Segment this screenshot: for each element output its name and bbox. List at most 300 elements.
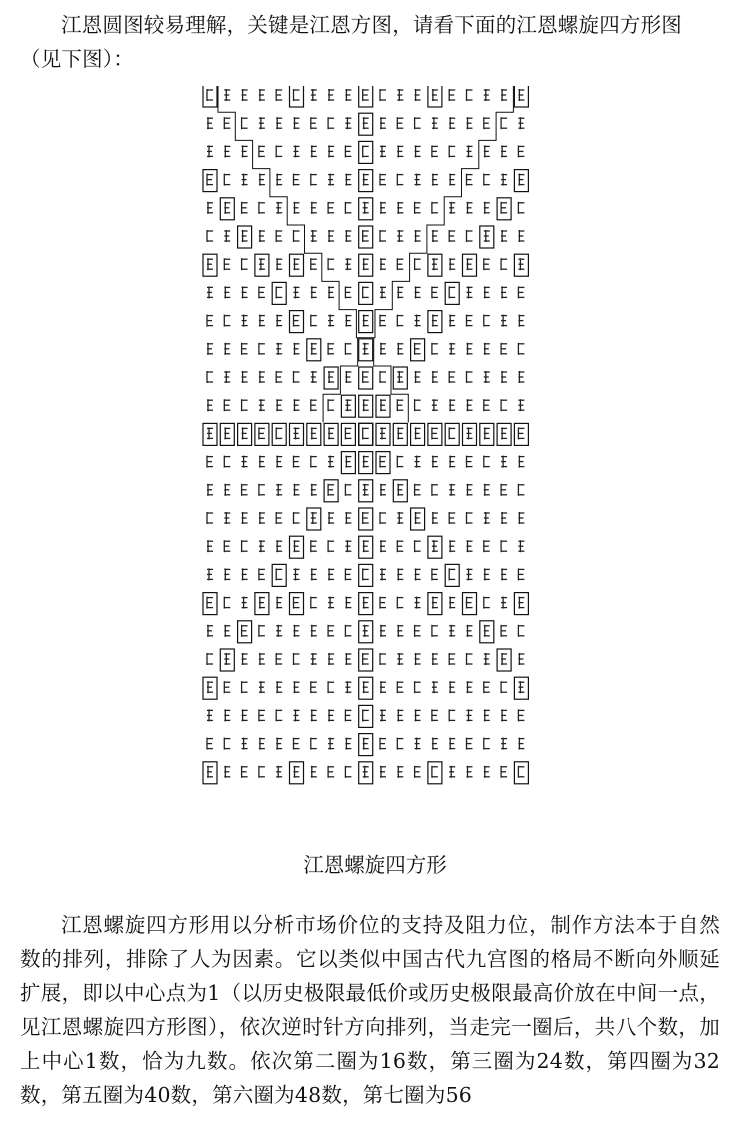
rotated-number-glyph (432, 484, 438, 496)
rotated-number-glyph (242, 371, 248, 383)
highlight-box (359, 170, 373, 192)
highlight-box (290, 254, 304, 276)
rotated-number-glyph (224, 343, 230, 355)
rotated-number-glyph (397, 568, 403, 580)
rotated-number-glyph (328, 174, 334, 186)
rotated-number-glyph (345, 568, 351, 580)
rotated-number-glyph (380, 89, 386, 101)
highlight-box (272, 282, 286, 304)
highlight-box (411, 339, 425, 361)
rotated-number-glyph (518, 286, 524, 298)
rotated-number-glyph (242, 456, 248, 468)
rotated-number-glyph (380, 597, 386, 609)
rotated-number-glyph (363, 145, 369, 157)
rotated-number-glyph (518, 117, 524, 129)
highlight-box (307, 339, 321, 361)
rotated-number-glyph (328, 738, 334, 750)
rotated-number-glyph (380, 202, 386, 214)
highlight-box (203, 593, 217, 615)
rotated-number-glyph (415, 456, 421, 468)
rotated-number-glyph (432, 202, 438, 214)
rotated-number-glyph (276, 568, 282, 580)
rotated-number-glyph (467, 625, 473, 637)
rotated-number-glyph (484, 343, 490, 355)
rotated-number-glyph (397, 766, 403, 778)
rotated-number-glyph (432, 427, 438, 439)
rotated-number-glyph (294, 202, 300, 214)
rotated-number-glyph (259, 174, 265, 186)
rotated-number-glyph (397, 709, 403, 721)
highlight-box (359, 395, 373, 417)
rotated-number-glyph (224, 315, 230, 327)
rotated-number-glyph (467, 512, 473, 524)
rotated-number-glyph (224, 597, 230, 609)
rotated-number-glyph (345, 540, 351, 552)
rotated-number-glyph (518, 202, 524, 214)
rotated-number-glyph (207, 568, 213, 580)
rotated-number-glyph (345, 117, 351, 129)
rotated-number-glyph (484, 258, 490, 270)
rotated-number-glyph (484, 145, 490, 157)
rotated-number-glyph (449, 286, 455, 298)
rotated-number-glyph (432, 738, 438, 750)
rotated-number-glyph (501, 681, 507, 693)
rotated-number-glyph (294, 484, 300, 496)
rotated-number-glyph (276, 625, 282, 637)
rotated-number-glyph (242, 766, 248, 778)
rotated-number-glyph (449, 202, 455, 214)
rotated-number-glyph (276, 540, 282, 552)
rotated-number-glyph (259, 371, 265, 383)
rotated-number-glyph (311, 286, 317, 298)
rotated-number-glyph (294, 540, 300, 552)
rotated-number-glyph (259, 315, 265, 327)
rotated-number-glyph (276, 653, 282, 665)
rotated-number-glyph (501, 597, 507, 609)
rotated-number-glyph (259, 625, 265, 637)
rotated-number-glyph (242, 315, 248, 327)
rotated-number-glyph (449, 230, 455, 242)
rotated-number-glyph (207, 653, 213, 665)
rotated-number-glyph (467, 258, 473, 270)
gann-spiral-square-image (198, 86, 538, 806)
rotated-number-glyph (294, 625, 300, 637)
rotated-number-glyph (449, 709, 455, 721)
rotated-number-glyph (415, 540, 421, 552)
rotated-number-glyph (276, 597, 282, 609)
rotated-number-glyph (328, 89, 334, 101)
rotated-number-glyph (294, 258, 300, 270)
rotated-number-glyph (467, 681, 473, 693)
rotated-number-glyph (449, 484, 455, 496)
highlight-box (359, 649, 373, 671)
rotated-number-glyph (311, 512, 317, 524)
rotated-number-glyph (380, 681, 386, 693)
highlight-box (445, 282, 459, 304)
rotated-number-glyph (294, 230, 300, 242)
rotated-number-glyph (328, 117, 334, 129)
highlight-box (428, 423, 442, 445)
rotated-number-glyph (397, 484, 403, 496)
rotated-number-glyph (311, 427, 317, 439)
highlight-box (359, 254, 373, 276)
rotated-number-glyph (224, 709, 230, 721)
rotated-number-glyph (294, 653, 300, 665)
rotated-number-glyph (276, 709, 282, 721)
rotated-number-glyph (484, 709, 490, 721)
rotated-number-glyph (518, 653, 524, 665)
rotated-number-glyph (363, 343, 369, 355)
rotated-number-glyph (484, 117, 490, 129)
highlight-box (359, 452, 373, 474)
rotated-number-glyph (449, 427, 455, 439)
rotated-number-glyph (363, 202, 369, 214)
rotated-number-glyph (207, 484, 213, 496)
figure-caption: 江恩螺旋四方形 (303, 853, 447, 877)
highlight-box (341, 395, 355, 417)
rotated-number-glyph (380, 738, 386, 750)
highlight-box (376, 395, 390, 417)
rotated-number-glyph (518, 766, 524, 778)
highlight-box (480, 621, 494, 643)
rotated-number-glyph (224, 456, 230, 468)
rotated-number-glyph (380, 766, 386, 778)
rotated-number-glyph (276, 456, 282, 468)
highlight-box (359, 226, 373, 248)
rotated-number-glyph (363, 230, 369, 242)
rotated-number-glyph (484, 512, 490, 524)
rotated-number-glyph (467, 286, 473, 298)
rotated-number-glyph (449, 399, 455, 411)
rotated-number-glyph (224, 766, 230, 778)
rotated-number-glyph (380, 399, 386, 411)
rotated-number-glyph (518, 540, 524, 552)
rotated-number-glyph (259, 117, 265, 129)
highlight-box (238, 423, 252, 445)
rotated-number-glyph (311, 89, 317, 101)
rotated-number-glyph (345, 681, 351, 693)
rotated-number-glyph (311, 456, 317, 468)
rotated-number-glyph (449, 568, 455, 580)
rotated-number-glyph (415, 117, 421, 129)
rotated-number-glyph (276, 343, 282, 355)
highlight-box (272, 423, 286, 445)
rotated-number-glyph (242, 174, 248, 186)
highlight-box (428, 593, 442, 615)
highlight-box (445, 423, 459, 445)
highlight-box (324, 367, 338, 389)
rotated-number-glyph (294, 315, 300, 327)
highlight-box (290, 86, 304, 107)
rotated-number-glyph (363, 484, 369, 496)
rotated-number-glyph (224, 286, 230, 298)
rotated-number-glyph (484, 681, 490, 693)
rotated-number-glyph (207, 540, 213, 552)
rotated-number-glyph (501, 371, 507, 383)
rotated-number-glyph (415, 315, 421, 327)
rotated-number-glyph (259, 484, 265, 496)
rotated-number-glyph (415, 399, 421, 411)
rotated-number-glyph (224, 258, 230, 270)
rotated-number-glyph (501, 653, 507, 665)
highlight-box (238, 621, 252, 643)
rotated-number-glyph (242, 681, 248, 693)
highlight-box (463, 593, 477, 615)
rotated-number-glyph (259, 653, 265, 665)
highlight-box (255, 593, 269, 615)
rotated-number-glyph (484, 427, 490, 439)
rotated-number-glyph (415, 427, 421, 439)
rotated-number-glyph (311, 484, 317, 496)
highlight-box (359, 734, 373, 756)
rotated-number-glyph (311, 681, 317, 693)
highlight-box (359, 705, 373, 727)
rotated-number-glyph (207, 202, 213, 214)
rotated-number-glyph (363, 681, 369, 693)
highlight-box (393, 367, 407, 389)
rotated-number-glyph (328, 653, 334, 665)
rotated-number-glyph (518, 709, 524, 721)
rotated-number-glyph (432, 540, 438, 552)
rotated-number-glyph (345, 174, 351, 186)
rotated-number-glyph (415, 371, 421, 383)
highlight-box (428, 762, 442, 784)
highlight-box (203, 423, 217, 445)
rotated-number-glyph (328, 202, 334, 214)
highlight-box (359, 423, 373, 445)
rotated-number-glyph (311, 174, 317, 186)
rotated-number-glyph (276, 484, 282, 496)
rotated-number-glyph (363, 399, 369, 411)
highlight-box (359, 480, 373, 502)
rotated-number-glyph (380, 315, 386, 327)
rotated-number-glyph (294, 709, 300, 721)
rotated-number-glyph (242, 738, 248, 750)
rotated-number-glyph (484, 625, 490, 637)
rotated-number-glyph (224, 174, 230, 186)
rotated-number-glyph (259, 568, 265, 580)
rotated-number-glyph (380, 371, 386, 383)
rotated-number-glyph (242, 145, 248, 157)
rotated-number-glyph (311, 258, 317, 270)
rotated-number-glyph (276, 286, 282, 298)
rotated-number-glyph (397, 456, 403, 468)
rotated-number-glyph (415, 343, 421, 355)
highlight-box (203, 762, 217, 784)
rotated-number-glyph (397, 89, 403, 101)
rotated-number-glyph (242, 399, 248, 411)
highlight-box (255, 254, 269, 276)
rotated-number-glyph (207, 456, 213, 468)
highlight-box (341, 423, 355, 445)
rotated-number-glyph (242, 258, 248, 270)
highlight-box (393, 480, 407, 502)
rotated-number-glyph (363, 286, 369, 298)
highlight-box (359, 621, 373, 643)
rotated-number-glyph (449, 597, 455, 609)
rotated-number-glyph (207, 174, 213, 186)
highlight-box (497, 198, 511, 220)
rotated-number-glyph (242, 597, 248, 609)
rotated-number-glyph (345, 427, 351, 439)
rotated-number-glyph (380, 625, 386, 637)
rotated-number-glyph (242, 343, 248, 355)
highlight-box (290, 311, 304, 333)
rotated-number-glyph (415, 568, 421, 580)
rotated-number-glyph (397, 597, 403, 609)
rotated-number-glyph (380, 709, 386, 721)
rotated-number-glyph (207, 89, 213, 101)
rotated-number-glyph (345, 399, 351, 411)
highlight-box (514, 170, 528, 192)
highlight-box (376, 423, 390, 445)
rotated-number-glyph (345, 709, 351, 721)
highlight-box (290, 762, 304, 784)
rotated-number-glyph (259, 427, 265, 439)
rotated-number-glyph (467, 202, 473, 214)
rotated-number-glyph (380, 484, 386, 496)
rotated-number-glyph (415, 597, 421, 609)
rotated-number-glyph (363, 89, 369, 101)
rotated-number-glyph (380, 512, 386, 524)
rotated-number-glyph (432, 145, 438, 157)
rotated-number-glyph (224, 681, 230, 693)
intro-paragraph: 江恩圆图较易理解，关键是江恩方图，请看下面的江恩螺旋四方形图（见下图）： (20, 13, 682, 71)
rotated-number-glyph (518, 371, 524, 383)
rotated-number-glyph (467, 766, 473, 778)
rotated-number-glyph (397, 145, 403, 157)
rotated-number-glyph (259, 399, 265, 411)
rotated-number-glyph (501, 625, 507, 637)
highlight-box (428, 86, 442, 107)
rotated-number-glyph (432, 399, 438, 411)
rotated-number-glyph (294, 427, 300, 439)
rotated-number-glyph (415, 145, 421, 157)
rotated-number-glyph (432, 681, 438, 693)
rotated-number-glyph (311, 230, 317, 242)
highlight-box (359, 367, 373, 389)
rotated-number-glyph (259, 597, 265, 609)
rotated-number-glyph (467, 456, 473, 468)
highlight-box (359, 423, 373, 445)
rotated-number-glyph (484, 174, 490, 186)
rotated-number-glyph (397, 399, 403, 411)
rotated-number-glyph (259, 145, 265, 157)
rotated-number-glyph (397, 230, 403, 242)
highlight-box (359, 508, 373, 530)
rotated-number-glyph (415, 202, 421, 214)
rotated-number-glyph (380, 117, 386, 129)
rotated-number-glyph (328, 709, 334, 721)
rotated-number-glyph (397, 202, 403, 214)
rotated-number-glyph (345, 766, 351, 778)
rotated-number-glyph (397, 512, 403, 524)
rotated-number-glyph (484, 484, 490, 496)
highlight-box (272, 564, 286, 586)
highlight-box (359, 311, 373, 333)
rotated-number-glyph (397, 738, 403, 750)
rotated-number-glyph (501, 286, 507, 298)
rotated-number-glyph (432, 315, 438, 327)
rotated-number-glyph (449, 89, 455, 101)
rotated-number-glyph (276, 512, 282, 524)
rotated-number-glyph (259, 89, 265, 101)
rotated-number-glyph (501, 202, 507, 214)
highlight-box (411, 423, 425, 445)
rotated-number-glyph (207, 625, 213, 637)
rotated-number-glyph (484, 315, 490, 327)
rotated-number-glyph (224, 230, 230, 242)
rotated-number-glyph (518, 484, 524, 496)
rotated-number-glyph (467, 568, 473, 580)
rotated-number-glyph (311, 371, 317, 383)
rotated-number-glyph (224, 202, 230, 214)
rotated-number-glyph (518, 427, 524, 439)
rotated-number-glyph (276, 738, 282, 750)
rotated-number-glyph (380, 653, 386, 665)
rotated-number-glyph (415, 174, 421, 186)
highlight-box (203, 677, 217, 699)
rotated-number-glyph (432, 512, 438, 524)
rotated-number-glyph (518, 681, 524, 693)
rotated-number-glyph (467, 399, 473, 411)
rotated-number-glyph (363, 174, 369, 186)
rotated-number-glyph (276, 766, 282, 778)
rotated-number-glyph (276, 89, 282, 101)
rotated-number-glyph (294, 286, 300, 298)
rotated-number-glyph (345, 145, 351, 157)
rotated-number-glyph (345, 456, 351, 468)
rotated-number-glyph (484, 371, 490, 383)
rotated-number-glyph (415, 286, 421, 298)
rotated-number-glyph (276, 202, 282, 214)
rotated-number-glyph (294, 174, 300, 186)
rotated-number-glyph (363, 653, 369, 665)
rotated-number-glyph (363, 315, 369, 327)
highlight-box (290, 536, 304, 558)
rotated-number-glyph (415, 709, 421, 721)
rotated-number-glyph (259, 258, 265, 270)
rotated-number-glyph (345, 343, 351, 355)
rotated-number-glyph (449, 258, 455, 270)
rotated-number-glyph (501, 709, 507, 721)
rotated-number-glyph (294, 371, 300, 383)
rotated-number-glyph (501, 343, 507, 355)
rotated-number-glyph (467, 427, 473, 439)
rotated-number-glyph (363, 625, 369, 637)
rotated-number-glyph (259, 709, 265, 721)
rotated-number-glyph (518, 738, 524, 750)
rotated-number-glyph (345, 286, 351, 298)
rotated-number-glyph (432, 766, 438, 778)
rotated-number-glyph (449, 766, 455, 778)
rotated-number-glyph (518, 568, 524, 580)
highlight-box (203, 254, 217, 276)
rotated-number-glyph (276, 258, 282, 270)
rotated-number-glyph (207, 597, 213, 609)
rotated-number-glyph (501, 399, 507, 411)
rotated-number-glyph (345, 653, 351, 665)
highlight-box (238, 226, 252, 248)
rotated-number-glyph (259, 456, 265, 468)
rotated-number-glyph (328, 343, 334, 355)
rotated-number-glyph (449, 174, 455, 186)
highlight-box (203, 170, 217, 192)
rotated-number-glyph (276, 145, 282, 157)
rotated-number-glyph (276, 399, 282, 411)
highlight-box (359, 339, 373, 361)
rotated-number-glyph (259, 766, 265, 778)
